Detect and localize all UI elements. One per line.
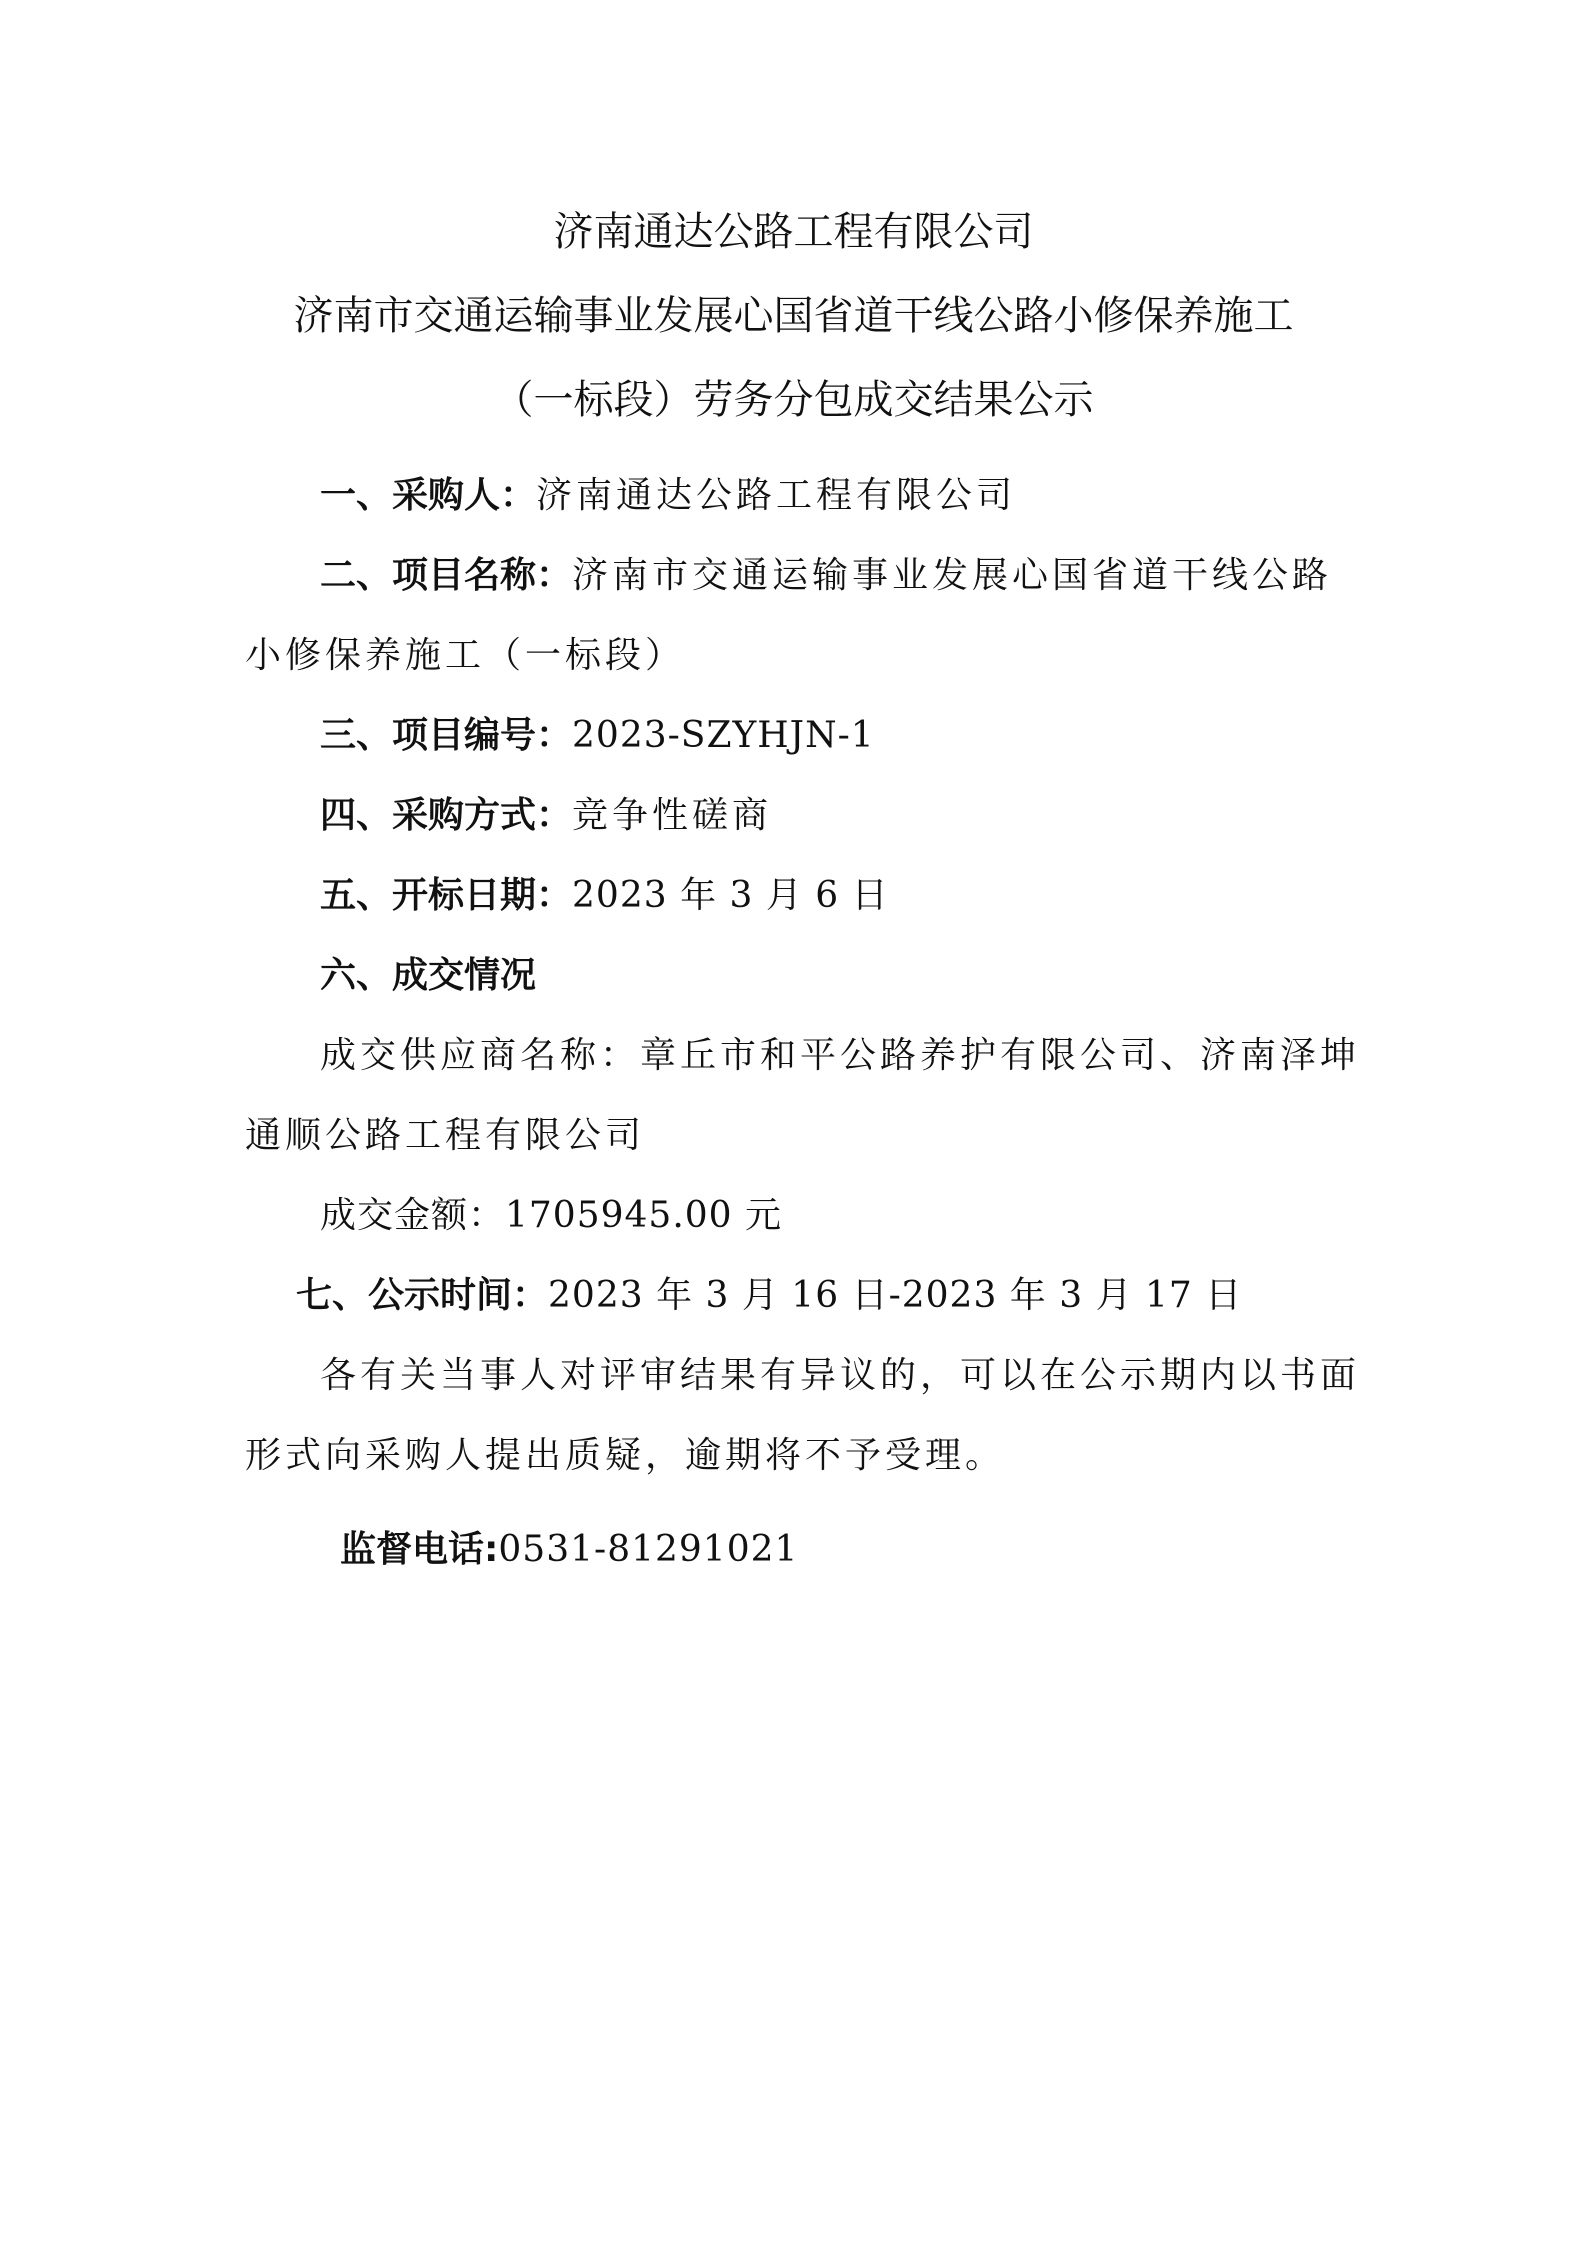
project-number-line xyxy=(320,714,875,758)
purchaser-line xyxy=(320,474,1016,518)
publicity-label: 七、公示时间： xyxy=(296,1275,549,1316)
phone-value: 0531-81291021 xyxy=(498,1529,799,1570)
method-label: 四、采购方式： xyxy=(320,795,573,836)
objection-line: 各有关当事人对评审结果有异议的，可以在公示期内以书面 xyxy=(320,1355,1361,1396)
project-number-value: 2023-SZYHJN-1 xyxy=(572,715,875,756)
method-value: 竞争性磋商 xyxy=(572,795,773,836)
project-name-continuation: 小修保养施工（一标段） xyxy=(245,635,686,676)
project-name-line xyxy=(320,554,1332,598)
purchaser-label: 一、采购人： xyxy=(320,475,537,516)
amount-line: 成交金额：1705945.00 元 xyxy=(320,1195,783,1236)
opening-date-line xyxy=(320,874,889,918)
purchaser-value: 济南通达公路工程有限公司 xyxy=(536,475,1017,516)
project-number-label: 三、项目编号： xyxy=(320,715,573,756)
project-name-label: 二、项目名称： xyxy=(320,555,573,596)
publicity-value: 2023 年 3 月 16 日-2023 年 3 月 17 日 xyxy=(548,1275,1243,1316)
result-heading: 六、成交情况 xyxy=(320,955,537,996)
opening-date-value: 2023 年 3 月 6 日 xyxy=(572,875,889,916)
method-line xyxy=(320,794,772,838)
supplier-continuation: 通顺公路工程有限公司 xyxy=(245,1115,646,1156)
supplier-line: 成交供应商名称：章丘市和平公路养护有限公司、济南泽坤 xyxy=(320,1035,1361,1076)
phone-label: 监督电话: xyxy=(340,1529,499,1570)
title-project: 济南市交通运输事业发展心国省道干线公路小修保养施工 xyxy=(293,293,1294,339)
objection-continuation: 形式向采购人提出质疑，逾期将不予受理。 xyxy=(245,1435,1006,1476)
title-notice: （一标段）劳务分包成交结果公示 xyxy=(493,377,1094,423)
project-name-value: 济南市交通运输事业发展心国省道干线公路 xyxy=(572,555,1333,596)
publicity-line xyxy=(296,1274,1242,1318)
opening-date-label: 五、开标日期： xyxy=(320,875,573,916)
phone-line xyxy=(340,1528,798,1572)
title-company: 济南通达公路工程有限公司 xyxy=(553,209,1034,255)
